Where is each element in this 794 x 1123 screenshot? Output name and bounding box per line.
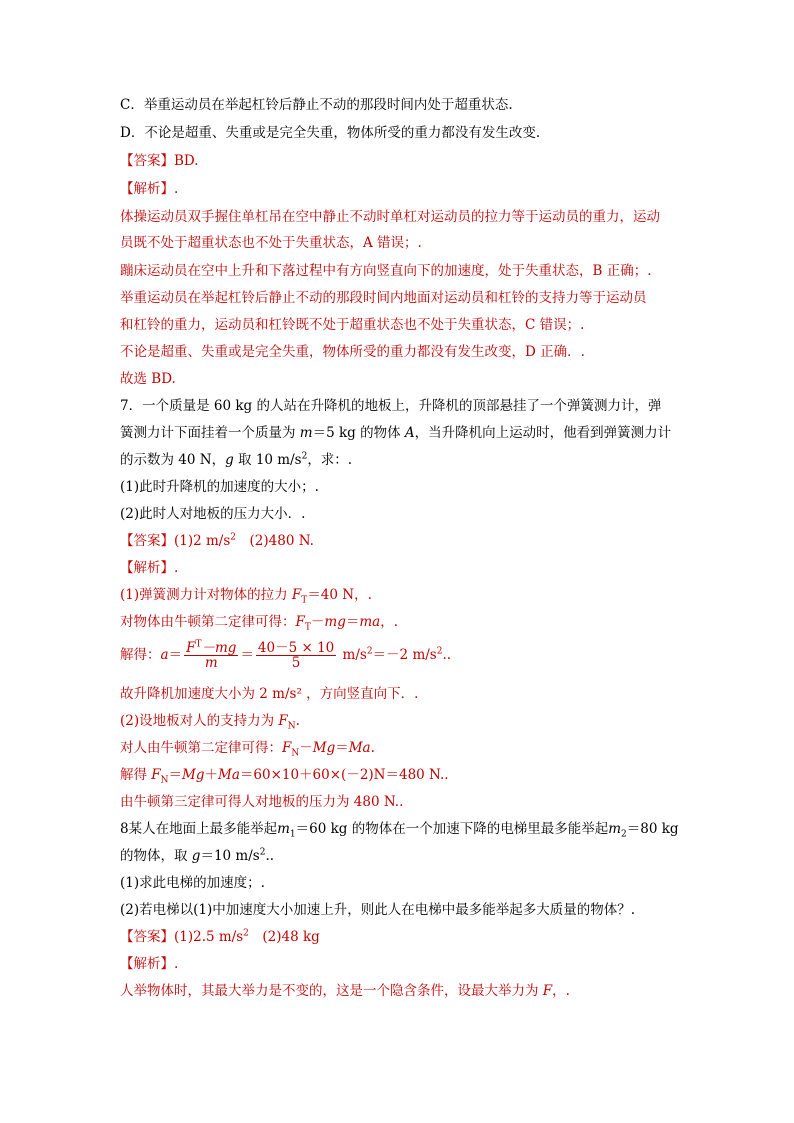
analysis-7-line-1: (1)弹簧测力计对物体的拉力 $F_T=40$ N，. xyxy=(120,587,372,606)
analysis-7-line-2: 对物体由牛顿第二定律可得：$F_T-mg=ma$，. xyxy=(120,614,398,633)
analysis-6-line-5: 和杠铃的重力，运动员和杠铃既不处于超重状态也不处于失重状态，C 错误；. xyxy=(120,317,585,333)
question-7-line-3: 的示数为 40 N，g 取 10 $m/s^2$，求：. xyxy=(120,451,353,468)
option-c: C．举重运动员在举起杠铃后静止不动的那段时间内处于超重状态. xyxy=(120,97,513,113)
question-7-part-2: (2)此时人对地板的压力大小．. xyxy=(120,506,306,522)
question-8-line-2: 的物体，取 g＝10 $m/s^2$.. xyxy=(120,847,275,864)
question-7-line-2: 簧测力计下面挂着一个质量为 m＝5 kg 的物体 A，当升降机向上运动时，他看到弹簧测力计 xyxy=(120,425,672,441)
analysis-6-line-3: 蹦床运动员在空中上升和下落过程中有方向竖直向下的加速度，处于失重状态，B 正确；. xyxy=(120,263,652,279)
analysis-6-line-6: 不论是超重、失重或是完全失重，物体所受的重力都没有发生改变，D 正确．. xyxy=(120,344,585,360)
analysis-7-line-8: 由牛顿第三定律可得人对地板的压力为 480 N.. xyxy=(120,794,404,810)
analysis-header-6: 【解析】. xyxy=(120,181,179,197)
analysis-7-line-4: 故升降机加速度大小为 2 m/s² ，方向竖直向下．. xyxy=(120,686,419,702)
analysis-7-line-6: 对人由牛顿第二定律可得：$F_N-Mg=Ma$. xyxy=(120,740,375,759)
answer-6: 【答案】BD. xyxy=(120,153,199,169)
fraction-2: $\frac{40-5 \times 10}{5}$ xyxy=(257,640,335,671)
analysis-6-line-7: 故选 BD. xyxy=(120,371,176,387)
analysis-7-equation: 解得：a＝ $\frac{F^T-mg}{m}$ ＝ $\frac{40-5 \times 10}{5}$ $m/s^2=-2$ $m/s^2$.. xyxy=(120,639,452,671)
fraction-1: $\frac{F^T-mg}{m}$ xyxy=(186,639,237,671)
option-d: D．不论是超重、失重或是完全失重，物体所受的重力都没有发生改变. xyxy=(120,125,541,141)
analysis-7-line-7: 解得 $F_N=Mg+Ma=60\times 10+60\times(-2)N=480$ N.. xyxy=(120,767,449,786)
analysis-6-line-1: 体操运动员双手握住单杠吊在空中静止不动时单杠对运动员的拉力等于运动员的重力，运动 xyxy=(120,209,660,225)
question-8-part-1: (1)求此电梯的加速度；. xyxy=(120,875,265,891)
analysis-8-line-1: 人举物体时，其最大举力是不变的，这是一个隐含条件，设最大举力为 F，. xyxy=(120,983,570,999)
question-8-part-2: (2)若电梯以(1)中加速度大小加速上升，则此人在电梯中最多能举起多大质量的物体？. xyxy=(120,902,636,918)
analysis-6-line-4: 举重运动员在举起杠铃后静止不动的那段时间内地面对运动员和杠铃的支持力等于运动员 xyxy=(120,290,647,306)
analysis-header-7: 【解析】. xyxy=(120,560,179,576)
answer-7: 【答案】(1)2 $m/s^2$ (2)480 N. xyxy=(120,532,314,549)
question-7-part-1: (1)此时升降机的加速度的大小；. xyxy=(120,479,319,495)
analysis-6-line-2: 员既不处于超重状态也不处于失重状态，A 错误；. xyxy=(120,235,422,251)
analysis-header-8: 【解析】. xyxy=(120,956,179,972)
analysis-7-line-5: (2)设地板对人的支持力为 $F_N$. xyxy=(120,713,300,732)
question-7-line-1: 7．一个质量是 60 kg 的人站在升降机的地板上，升降机的顶部悬挂了一个弹簧测力计，弹 xyxy=(120,398,662,414)
answer-8: 【答案】(1)2.5 $m/s^2$ (2)48 kg xyxy=(120,928,320,945)
question-8-line-1: 8某人在地面上最多能举起$m_1=60$ kg 的物体在一个加速下降的电梯里最多能举起$m_2=80$ kg xyxy=(120,821,679,840)
